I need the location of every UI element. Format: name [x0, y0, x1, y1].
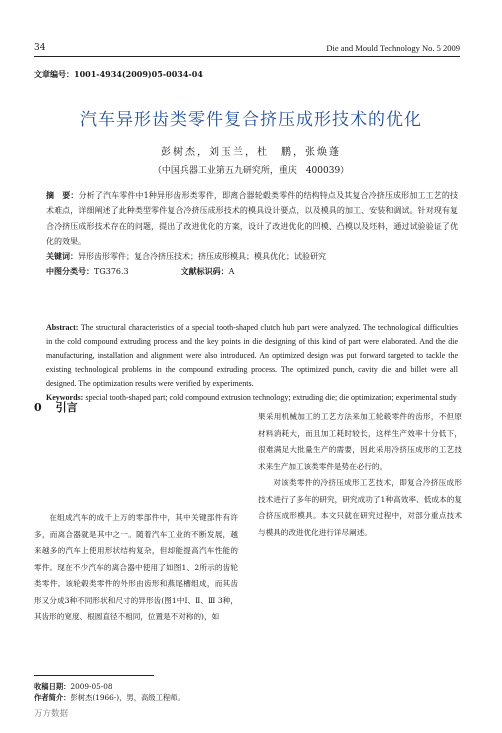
body-right-column: [258, 409, 462, 541]
chinese-keywords: [46, 249, 458, 264]
received-date: [34, 681, 185, 692]
chinese-abstract-block: [46, 188, 458, 280]
paper-title: 汽车异形齿类零件复合挤压成形技术的优化: [80, 110, 422, 130]
body-paragraph: 在组成汽车的成千上万的零部件中，其中关键部件有许多，而离合器就是其中之一。随着汽车工业的不断发展，越来越多的汽车上使用形状结构复杂，但却能提高汽车性能的零件。现在不少汽车的离合器中使用了如图1、2所示的齿轮类零件。该轮毂类零件的外形由齿形和燕尾槽组成，而其齿形又分成3种不同形状和尺寸的异形齿(图1中Ⅰ、Ⅱ、Ⅲ 3种，其齿形的宽度、根圆直径不相同，位置是不对称的)，如: [34, 513, 238, 621]
affiliation: （中国兵器工业第五九研究所，重庆 400039）: [152, 166, 350, 176]
abstract-en-label: Abstract:: [46, 323, 79, 332]
author-bio-text: 彭树杰(1966-)，男，高级工程师。: [70, 693, 185, 702]
abstract-label: 摘 要：: [46, 190, 79, 200]
doc-code-label: 文献标识码：: [180, 266, 229, 277]
article-id: 文章编号：1001-4934(2009)05-0034-04: [34, 69, 203, 79]
english-abstract-block: [46, 321, 458, 405]
footnote-divider: [34, 675, 154, 676]
body-left-column: [34, 510, 238, 626]
abstract-text: 分析了汽车零件中1种异形齿形类零件，即离合器轮毂类零件的结构特点及其复合冷挤压成形加工工艺的技术难点，详细阐述了此种类型零件复合冷挤压成形技术的模具设计要点，以及模具的加工、安装和调试。针对现有复合冷挤压成形技术存在的问题，提出了改进优化的方案，设计了改进优化的凹模、凸模以及坯料，通过试验验证了优化的效果。: [46, 191, 459, 246]
clc-label: 中图分类号：: [46, 266, 94, 277]
received-value: 2009-05-08: [70, 682, 113, 691]
english-abstract: [46, 321, 458, 391]
doc-code: A: [228, 267, 235, 277]
keywords-text: 异形齿形零件；复合冷挤压技术；挤压成形模具；模具优化；试验研究: [78, 252, 326, 262]
chinese-abstract: [46, 188, 458, 249]
keywords-en-text: special tooth-shaped part; cold compound extrusion technology; extruding die; die optimization; experimental study: [85, 393, 457, 402]
section-title: 引言: [55, 401, 78, 414]
header-divider: [34, 56, 460, 57]
author-bio: [34, 692, 185, 703]
section-number: 0: [34, 401, 42, 414]
page-number: 34: [34, 43, 46, 53]
author-bio-label: 作者简介：: [34, 693, 71, 702]
authors: 彭树杰，刘玉兰，杜 鹏，张焕蓬: [161, 147, 341, 158]
footnotes: [34, 681, 185, 703]
watermark: 万方数据: [34, 709, 69, 719]
abstract-en-text: The structural characteristics of a special tooth-shaped clutch hub part were analyzed. The technological difficulties in the cold compound extruding process and the key points in die designing of this kind of part were elaborated. And the die manufacturing, installation and alignment were also introduced. An optimized design was put forward targeted to tackle the existing technological problems in the compound extruding process. The optimized punch, cavity die and billet were all designed. The optimization results were verified by experiments.: [46, 323, 459, 388]
keywords-en-label: Keywords:: [46, 393, 84, 402]
classification-line: [46, 264, 458, 279]
keywords-label: 关键词：: [46, 251, 78, 262]
received-label: 收稿日期：: [34, 682, 71, 691]
body-paragraph: 果采用机械加工的工艺方法来加工轮毂零件的齿形，不但原材料消耗大，而且加工耗时较长，这样生产效率十分低下，很难满足大批量生产的需要，因此采用冷挤压成形的工艺技术来生产加工该类零件是势在必行的。: [258, 412, 462, 471]
english-keywords: [46, 391, 458, 405]
body-paragraph: 对该类零件的冷挤压成形工艺技术，即复合冷挤压成形技术进行了多年的研究，研究成功了1种高效率、低成本的复合挤压成形模具。本文只就在研究过程中，对部分重点技术与模具的改进优化进行详尽阐述。: [258, 478, 462, 537]
journal-name: Die and Mould Technology No. 5 2009: [326, 43, 460, 53]
clc-code: TG376.3: [94, 267, 129, 277]
section-heading: [34, 399, 92, 415]
